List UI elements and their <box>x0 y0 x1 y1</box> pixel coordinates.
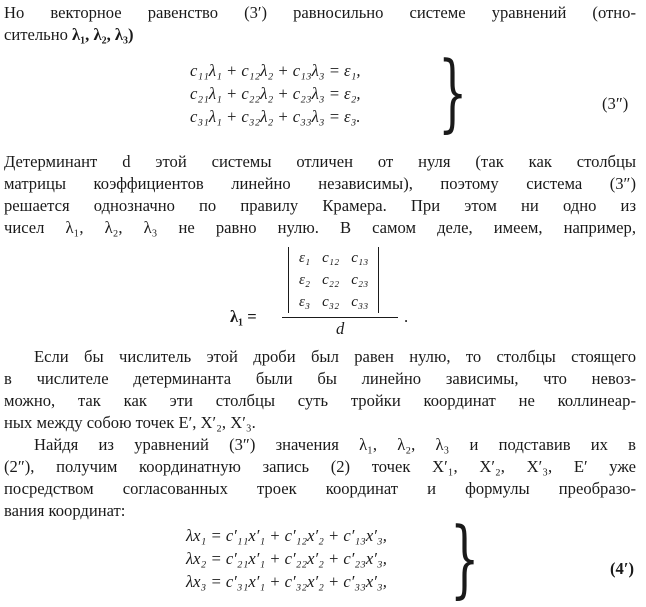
paragraph-1-line-2 <box>4 24 134 46</box>
paragraph-3-line-3: можно, так как эти столбцы суть тройки координат не коллинеар- <box>4 391 636 410</box>
paragraph-1-line-2-prefix: сительно <box>4 25 73 44</box>
equation-row-3: λx₃ = c′₃₁x′₁ + c′₃₂x′₂ + c′₃₃x′₃, <box>186 572 387 591</box>
equation-system-3pp <box>190 59 361 128</box>
equation-row-3: c₃₁λ₁ + c₃₂λ₂ + c₃₃λ₃ = ε₃. <box>190 107 361 126</box>
equation-row-1: λx₁ = c′₁₁x′₁ + c′₁₂x′₂ + c′₁₃x′₃, <box>186 526 387 545</box>
determinant-cell: c₁₃ <box>351 250 369 266</box>
paragraph-2-line-3: решается однозначно по правилу Крамера. При этом ни одно из <box>4 196 636 215</box>
equation-row-2: λx₂ = c′₂₁x′₁ + c′₂₂x′₂ + c′₂₃x′₃, <box>186 549 387 568</box>
cramer-determinant <box>288 247 379 313</box>
equation-row-2: c₂₁λ₁ + c₂₂λ₂ + c₂₃λ₃ = ε₂, <box>190 84 361 103</box>
equation-number-3pp: (3″) <box>602 94 629 113</box>
cramer-lhs: λ₁ = <box>230 307 257 326</box>
determinant-cell: c₂₂ <box>322 272 340 288</box>
determinant-row <box>293 291 374 313</box>
paragraph-2-line-4: чисел λ₁, λ₂, λ₃ не равно нулю. В самом деле, имеем, например, <box>4 218 636 237</box>
paragraph-1-line-1: Но векторное равенство (3′) равносильно системе уравнений (отно- <box>4 3 636 22</box>
equation-system-4p <box>186 524 387 593</box>
determinant-cell: ε₃ <box>299 294 311 310</box>
paragraph-4-line-2: (2″), получим координатную запись (2) точек X′₁, X′₂, X′₃, E′ уже <box>4 457 636 476</box>
right-brace-4p: } <box>450 509 480 607</box>
paragraph-3-line-2: в числителе детерминанта были бы линейно зависимы, что невоз- <box>4 369 636 388</box>
paragraph-4-line-4: вания координат: <box>4 501 126 520</box>
determinant-cell: c₁₂ <box>322 250 340 266</box>
paragraph-4-line-3: посредством согласованных троек координат и формулы преобразо- <box>4 479 636 498</box>
determinant-cell: c₃₂ <box>322 294 340 310</box>
paragraph-3-line-4: ных между собою точек E′, X′₂, X′₃. <box>4 413 256 432</box>
equation-number-4p: (4′) <box>610 559 635 578</box>
determinant-cell: ε₂ <box>299 272 311 288</box>
paragraph-2-line-1: Детерминант d этой системы отличен от нуля (так как столбцы <box>4 152 636 171</box>
determinant-cell: c₂₃ <box>351 272 369 288</box>
determinant-cell: c₃₃ <box>351 294 369 310</box>
paragraph-3-line-1: Если бы числитель этой дроби был равен нулю, то столбцы стоящего <box>34 347 636 366</box>
paragraph-4-line-1: Найдя из уравнений (3″) значения λ₁, λ₂, λ₃ и подставив их в <box>34 435 636 454</box>
determinant-cell: ε₁ <box>299 250 311 266</box>
cramer-denominator: d <box>336 319 345 338</box>
lambda-list: λ₁, λ₂, λ₃) <box>72 25 134 44</box>
book-page <box>4 0 640 607</box>
equation-row-1: c₁₁λ₁ + c₁₂λ₂ + c₁₃λ₃ = ε₁, <box>190 61 361 80</box>
paragraph-2-line-2: матрицы коэффициентов линейно независимы), поэтому система (3″) <box>4 174 636 193</box>
right-brace-3pp: } <box>438 43 468 141</box>
cramer-period: . <box>404 307 409 326</box>
determinant-row <box>293 247 374 269</box>
determinant-row <box>293 269 374 291</box>
